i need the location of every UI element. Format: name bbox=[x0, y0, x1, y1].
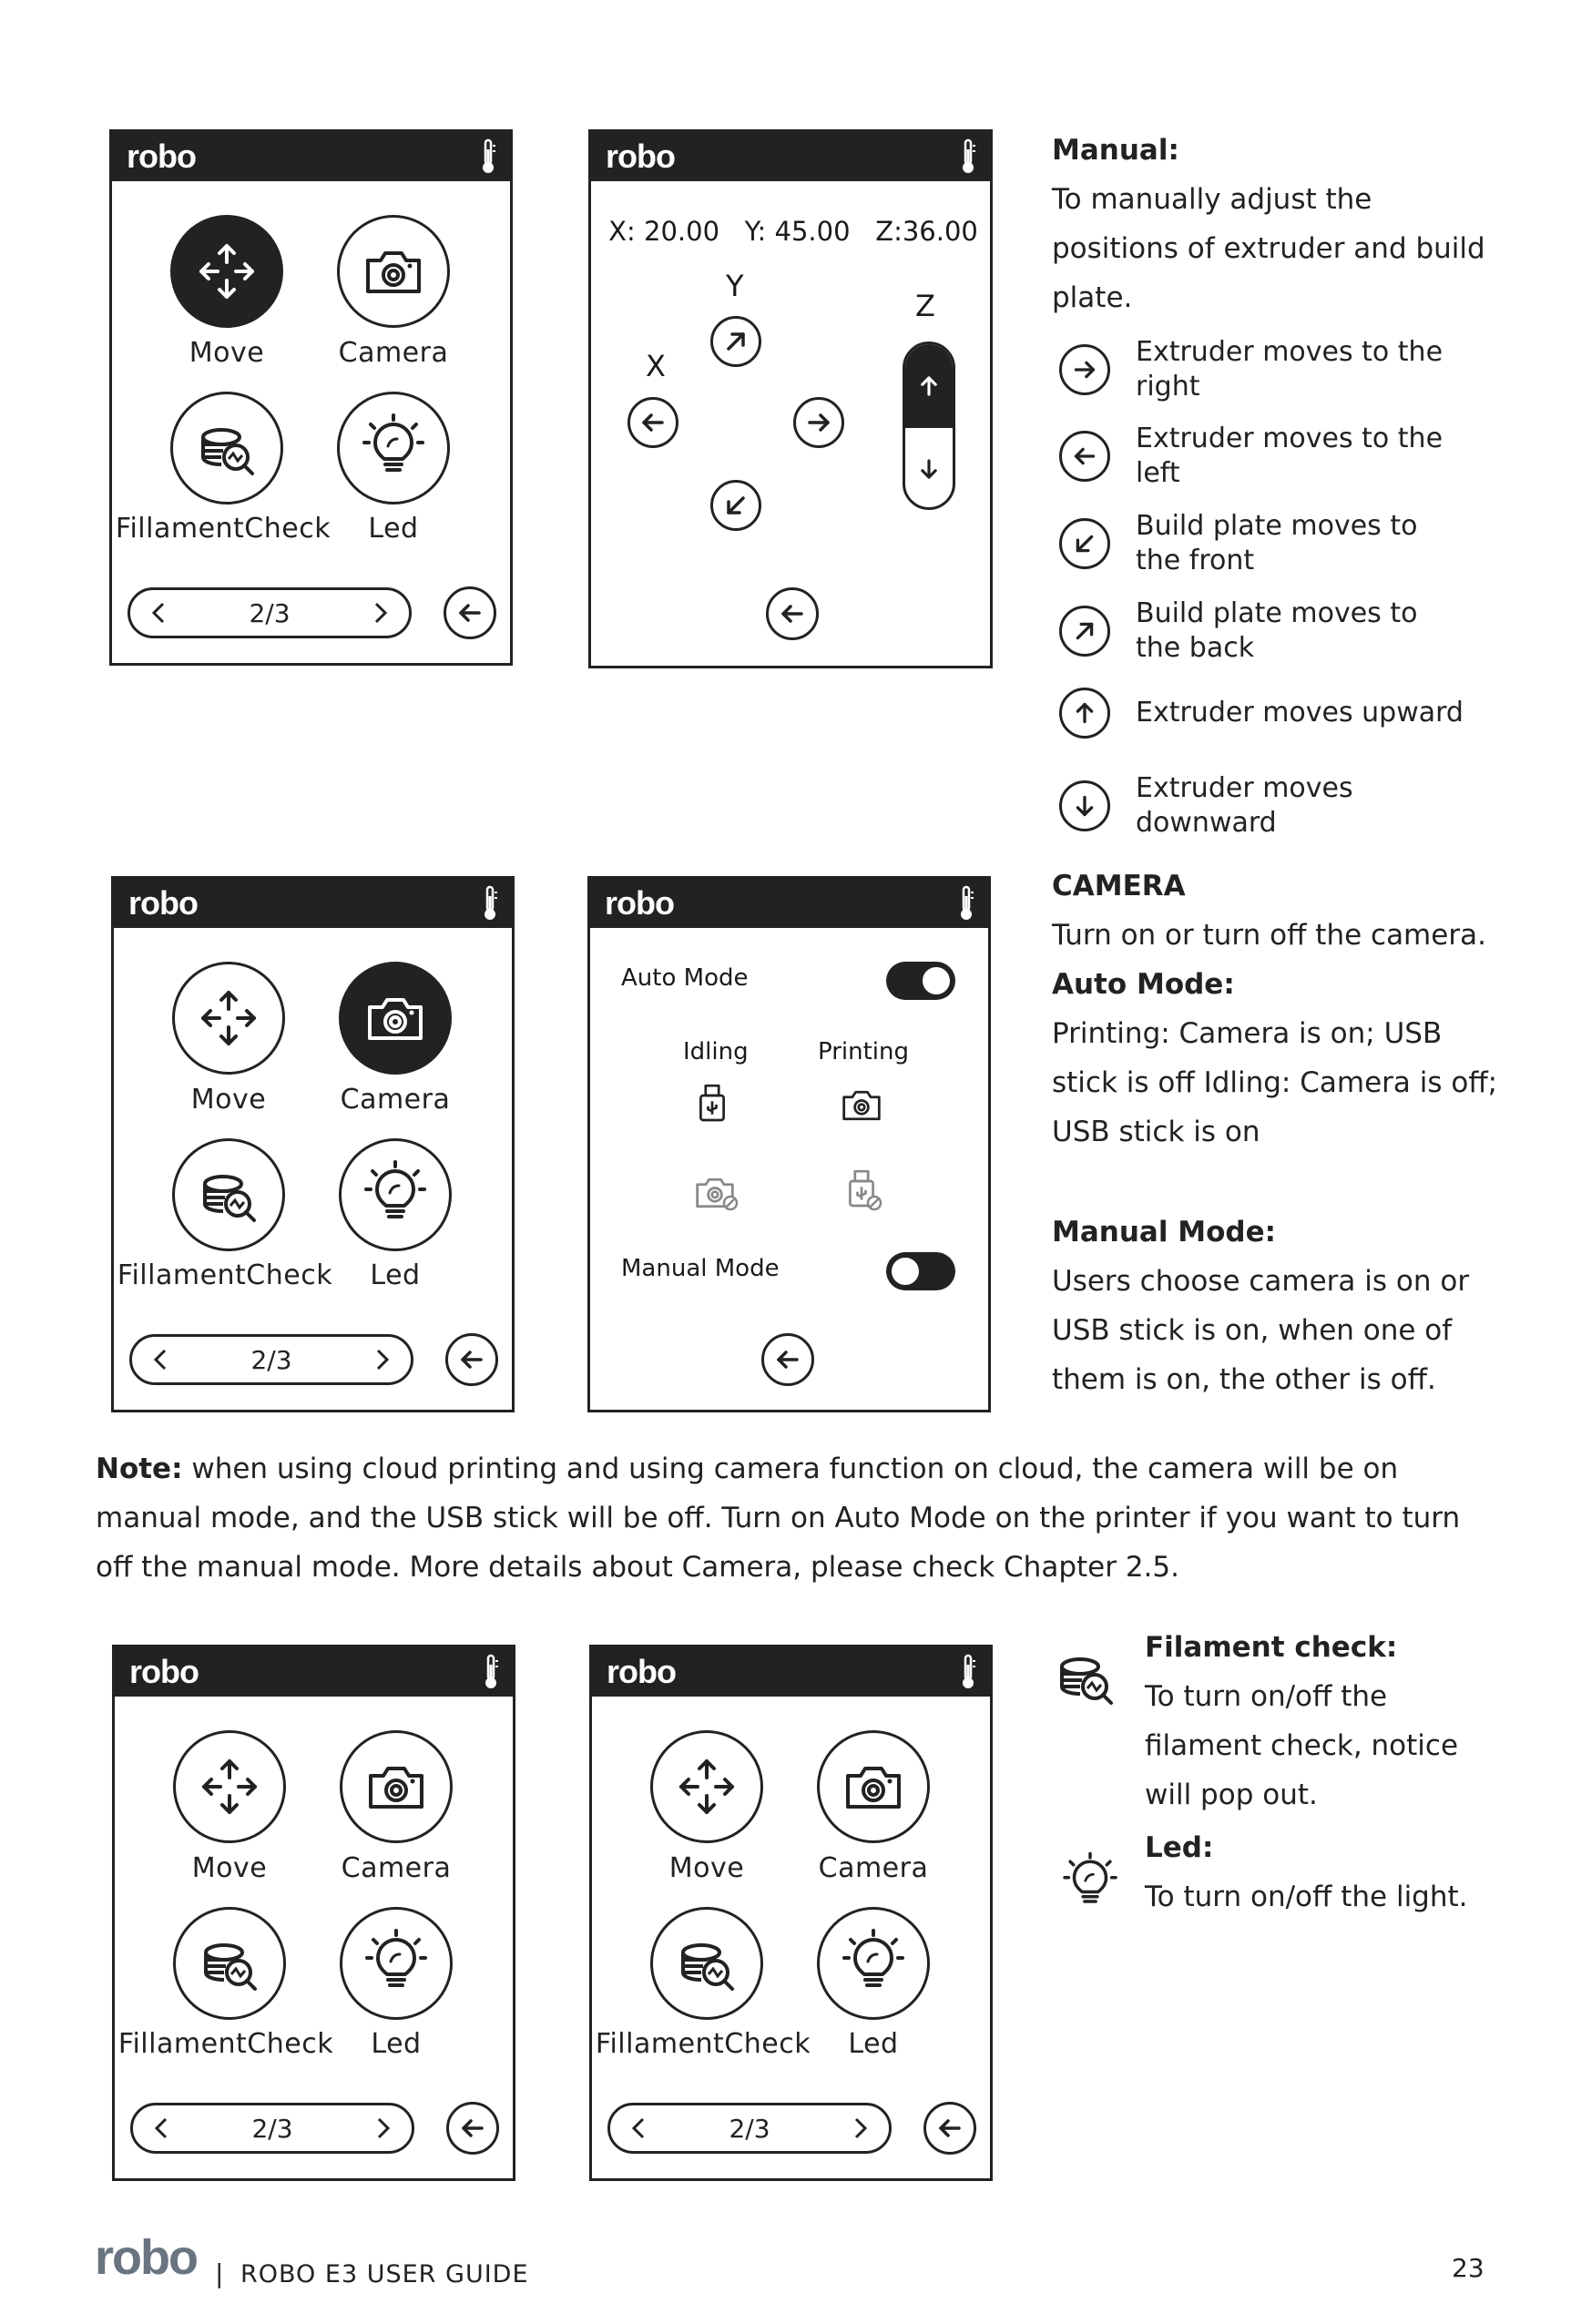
page-indicator: 2/3 bbox=[251, 2113, 293, 2144]
led-label: Led bbox=[848, 2028, 899, 2060]
filament-label: FillamentCheck bbox=[595, 2028, 811, 2060]
legend-text: Extruder moves to the left bbox=[1136, 423, 1443, 489]
filament-icon bbox=[670, 1927, 743, 2000]
legend-item-left bbox=[1059, 422, 1533, 491]
move-icon bbox=[670, 1750, 743, 1823]
filament-icon bbox=[193, 1927, 266, 2000]
back-arrow-icon bbox=[454, 1341, 490, 1378]
chevron-left-icon[interactable] bbox=[148, 599, 170, 627]
z-axis-label: Z bbox=[915, 289, 935, 323]
thermometer-icon[interactable] bbox=[481, 885, 499, 922]
legend-item-down bbox=[1059, 771, 1533, 841]
page-indicator: 2/3 bbox=[249, 597, 291, 628]
page-navigator bbox=[129, 1334, 413, 1385]
led-label: Led bbox=[368, 513, 419, 545]
idling-label: Idling bbox=[683, 1038, 749, 1065]
move-button[interactable] bbox=[170, 215, 283, 328]
led-label: Led bbox=[370, 1259, 421, 1291]
page-navigator bbox=[607, 2103, 892, 2154]
manual-mode-toggle[interactable] bbox=[886, 1252, 955, 1290]
cloud-printing-note bbox=[96, 1444, 1498, 1592]
move-label: Move bbox=[191, 1852, 268, 1884]
arrow-right-icon bbox=[1059, 344, 1110, 395]
robo-logo: robo bbox=[607, 1653, 676, 1690]
filament-check-button[interactable] bbox=[170, 392, 283, 505]
legend-item-right bbox=[1059, 335, 1533, 404]
robo-logo: robo bbox=[127, 138, 196, 175]
robo-logo: robo bbox=[129, 1653, 199, 1690]
y-axis-label: Y bbox=[726, 269, 744, 303]
arrow-left-icon bbox=[635, 404, 671, 441]
screen-header-bar bbox=[591, 132, 990, 181]
filament-check-button[interactable] bbox=[173, 1907, 286, 2020]
thermometer-icon[interactable] bbox=[957, 885, 975, 922]
printing-label: Printing bbox=[818, 1038, 910, 1065]
camera-heading: CAMERA bbox=[1052, 870, 1186, 902]
camera-label: Camera bbox=[340, 1084, 451, 1116]
filament-icon bbox=[192, 1158, 265, 1231]
screen-header-bar bbox=[114, 879, 512, 928]
manual-mode-label: Manual Mode bbox=[621, 1255, 780, 1282]
chevron-right-icon[interactable] bbox=[371, 1346, 393, 1373]
camera-button[interactable] bbox=[337, 215, 450, 328]
bulb-icon bbox=[360, 1927, 433, 2000]
footer-separator: | bbox=[215, 2258, 224, 2288]
back-button[interactable] bbox=[446, 2102, 499, 2155]
footer-logo: robo bbox=[95, 2230, 197, 2285]
camera-icon bbox=[357, 235, 430, 308]
move-button[interactable] bbox=[172, 962, 285, 1075]
legend-text: Extruder moves upward bbox=[1136, 697, 1464, 729]
note-body: when using cloud printing and using camera function on cloud, the camera will be on manual mode, and the USB stick will be off. Turn on Auto Mode on the printer if you want to turn off the manual mode. More details about Camera, please check Chapter 2.5. bbox=[96, 1452, 1461, 1584]
legend-item-front bbox=[1059, 509, 1533, 578]
auto-mode-heading: Auto Mode: bbox=[1052, 968, 1235, 1001]
thermometer-icon[interactable] bbox=[959, 1654, 977, 1690]
chevron-right-icon[interactable] bbox=[849, 2115, 871, 2142]
arrow-up-icon bbox=[913, 370, 945, 403]
move-right-button[interactable] bbox=[793, 397, 844, 448]
bulb-icon bbox=[357, 412, 430, 484]
filament-check-button[interactable] bbox=[650, 1907, 763, 2020]
chevron-left-icon[interactable] bbox=[151, 2115, 173, 2142]
page-indicator: 2/3 bbox=[729, 2113, 770, 2144]
arrow-sw-icon bbox=[718, 487, 754, 524]
arrow-down-icon bbox=[913, 453, 945, 485]
page-navigator bbox=[130, 2103, 414, 2154]
legend-item-up bbox=[1059, 688, 1533, 739]
back-button[interactable] bbox=[923, 2102, 976, 2155]
move-back-button[interactable] bbox=[710, 316, 761, 367]
move-icon bbox=[190, 235, 263, 308]
legend-text: Extruder moves downward bbox=[1136, 772, 1353, 839]
arrow-sw-icon bbox=[1059, 518, 1110, 569]
page-indicator: 2/3 bbox=[250, 1344, 292, 1375]
move-label: Move bbox=[190, 1084, 267, 1116]
robo-logo: robo bbox=[128, 884, 198, 922]
back-arrow-icon bbox=[770, 1341, 806, 1378]
thermometer-icon[interactable] bbox=[482, 1654, 500, 1690]
filament-icon bbox=[190, 412, 263, 484]
printer-screen-manual-move bbox=[588, 129, 993, 668]
manual-mode-heading: Manual Mode: bbox=[1052, 1216, 1277, 1249]
z-axis-control bbox=[903, 341, 955, 510]
screen-header-bar bbox=[592, 1647, 990, 1697]
camera-button[interactable] bbox=[339, 962, 452, 1075]
auto-mode-label: Auto Mode bbox=[621, 964, 749, 992]
move-front-button[interactable] bbox=[710, 480, 761, 531]
legend-text: Extruder moves to the right bbox=[1136, 336, 1443, 403]
camera-off-icon bbox=[694, 1176, 740, 1214]
camera-icon bbox=[837, 1750, 910, 1823]
arrow-left-icon bbox=[1059, 431, 1110, 482]
move-icon bbox=[193, 1750, 266, 1823]
camera-button[interactable] bbox=[817, 1730, 930, 1843]
printer-screen-menu-led bbox=[589, 1645, 993, 2181]
screen-header-bar bbox=[112, 132, 510, 181]
back-button[interactable] bbox=[444, 586, 496, 639]
led-button[interactable] bbox=[339, 1138, 452, 1251]
note-label: Note: bbox=[96, 1452, 183, 1485]
bulb-icon bbox=[359, 1158, 432, 1231]
x-axis-label: X bbox=[646, 349, 666, 383]
camera-intro: Turn on or turn off the camera. bbox=[1052, 919, 1486, 952]
bulb-icon bbox=[1058, 1850, 1122, 1914]
camera-label: Camera bbox=[818, 1852, 929, 1884]
filament-description: To turn on/off the filament check, notice will pop out. bbox=[1145, 1680, 1459, 1811]
chevron-right-icon[interactable] bbox=[372, 2115, 393, 2142]
back-arrow-icon bbox=[452, 595, 488, 631]
robo-logo: robo bbox=[605, 884, 674, 922]
filament-label: FillamentCheck bbox=[117, 1259, 333, 1291]
led-button[interactable] bbox=[337, 392, 450, 505]
arrow-ne-icon bbox=[718, 323, 754, 360]
auto-mode-toggle[interactable] bbox=[886, 962, 955, 1000]
back-arrow-icon bbox=[932, 2110, 968, 2146]
led-description: To turn on/off the light. bbox=[1145, 1881, 1468, 1913]
led-button[interactable] bbox=[817, 1907, 930, 2020]
chevron-left-icon[interactable] bbox=[150, 1346, 172, 1373]
move-label: Move bbox=[189, 337, 265, 369]
back-button[interactable] bbox=[445, 1333, 498, 1386]
footer-guide-title: ROBO E3 USER GUIDE bbox=[240, 2260, 529, 2288]
led-heading: Led: bbox=[1145, 1831, 1214, 1864]
move-icon bbox=[192, 982, 265, 1055]
thermometer-icon[interactable] bbox=[959, 138, 977, 175]
usb-off-icon bbox=[845, 1168, 885, 1214]
filament-icon bbox=[1049, 1641, 1122, 1714]
filament-label: FillamentCheck bbox=[117, 2028, 334, 2060]
back-button[interactable] bbox=[761, 1333, 814, 1386]
chevron-right-icon[interactable] bbox=[369, 599, 391, 627]
back-button[interactable] bbox=[766, 587, 819, 640]
camera-label: Camera bbox=[341, 1852, 452, 1884]
camera-button[interactable] bbox=[340, 1730, 453, 1843]
move-label: Move bbox=[668, 1852, 745, 1884]
move-left-button[interactable] bbox=[627, 397, 678, 448]
screen-header-bar bbox=[590, 879, 988, 928]
arrow-ne-icon bbox=[1059, 606, 1110, 657]
z-down-button[interactable] bbox=[905, 428, 953, 510]
back-arrow-icon bbox=[774, 596, 811, 632]
legend-item-back bbox=[1059, 596, 1533, 666]
legend-text: Build plate moves to the front bbox=[1136, 510, 1418, 576]
led-label: Led bbox=[371, 2028, 422, 2060]
move-button[interactable] bbox=[650, 1730, 763, 1843]
manual-description: To manually adjust the positions of extruder and build plate. bbox=[1052, 183, 1485, 314]
arrow-right-icon bbox=[801, 404, 837, 441]
usb-icon bbox=[696, 1083, 729, 1125]
screen-header-bar bbox=[115, 1647, 513, 1697]
page-navigator bbox=[128, 587, 412, 638]
z-up-button[interactable] bbox=[905, 344, 953, 428]
bulb-icon bbox=[837, 1927, 910, 2000]
camera-label: Camera bbox=[338, 337, 449, 369]
chevron-left-icon[interactable] bbox=[628, 2115, 650, 2142]
camera-icon bbox=[360, 1750, 433, 1823]
filament-check-button[interactable] bbox=[172, 1138, 285, 1251]
manual-mode-description: Users choose camera is on or USB stick is on, when one of them is on, the other is off. bbox=[1052, 1265, 1470, 1396]
led-button[interactable] bbox=[340, 1907, 453, 2020]
legend-text: Build plate moves to the back bbox=[1136, 597, 1418, 664]
robo-logo: robo bbox=[606, 138, 675, 175]
manual-heading: Manual: bbox=[1052, 134, 1179, 167]
printer-screen-menu-move bbox=[109, 129, 513, 666]
auto-mode-description: Printing: Camera is on; USB stick is off Idling: Camera is off; USB stick is on bbox=[1052, 1017, 1498, 1148]
back-arrow-icon bbox=[454, 2110, 491, 2146]
camera-small-icon bbox=[841, 1088, 882, 1123]
filament-label: FillamentCheck bbox=[115, 513, 332, 545]
coordinate-readout: X: 20.00 Y: 45.00 Z:36.00 bbox=[608, 216, 978, 247]
arrow-up-icon bbox=[1059, 688, 1110, 739]
thermometer-icon[interactable] bbox=[479, 138, 497, 175]
camera-icon bbox=[359, 982, 432, 1055]
filament-heading: Filament check: bbox=[1145, 1631, 1398, 1664]
printer-screen-camera-settings bbox=[587, 876, 991, 1412]
printer-screen-menu-camera bbox=[111, 876, 515, 1412]
arrow-down-icon bbox=[1059, 780, 1110, 831]
printer-screen-menu-filament bbox=[112, 1645, 515, 2181]
page-number: 23 bbox=[1452, 2253, 1484, 2283]
move-button[interactable] bbox=[173, 1730, 286, 1843]
